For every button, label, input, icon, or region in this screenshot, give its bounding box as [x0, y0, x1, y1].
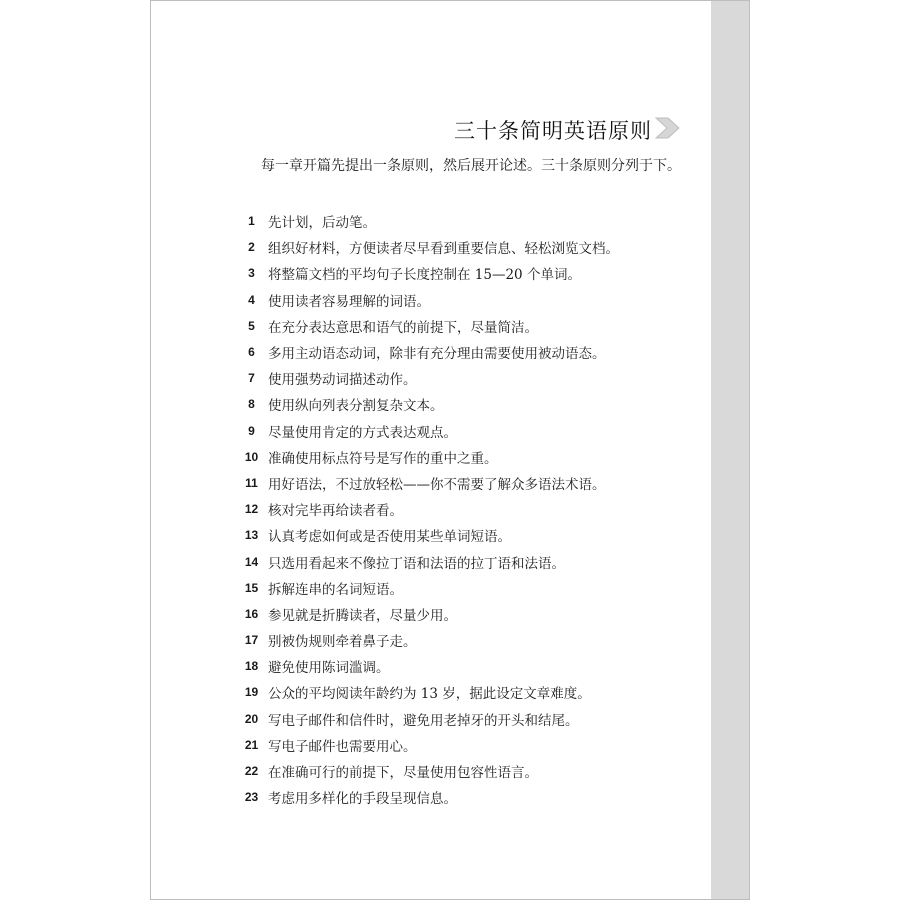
rules-list [237, 208, 697, 810]
page-edge-band [711, 1, 749, 899]
list-item [237, 575, 697, 601]
rule-text: 使用读者容易理解的词语。 [268, 293, 430, 310]
rule-text: 使用纵向列表分割复杂文本。 [268, 398, 444, 415]
rule-number: 14 [244, 554, 259, 569]
rule-number: 3 [248, 266, 255, 281]
rule-number: 20 [244, 711, 259, 726]
rule-number: 5 [248, 318, 255, 333]
rule-number: 13 [244, 528, 259, 543]
page-title: 三十条简明英语原则 [454, 119, 652, 143]
rule-text: 使用强势动词描述动作。 [268, 372, 417, 389]
rule-number: 7 [248, 371, 255, 386]
list-item [237, 601, 697, 627]
rule-number: 23 [244, 790, 259, 805]
list-item [237, 287, 697, 313]
rule-number: 19 [244, 685, 259, 700]
rule-text: 参见就是折腾读者，尽量少用。 [268, 607, 457, 624]
list-item [237, 418, 697, 444]
list-item [237, 522, 697, 548]
rule-text: 写电子邮件和信件时，避免用老掉牙的开头和结尾。 [268, 712, 579, 729]
list-item [237, 391, 697, 417]
rule-text: 别被伪规则牵着鼻子走。 [268, 634, 417, 651]
rule-text: 将整篇文档的平均句子长度控制在 15—20 个单词。 [268, 267, 581, 284]
list-item [237, 784, 697, 810]
chevron-right-icon [655, 117, 681, 144]
intro-paragraph: 每一章开篇先提出一条原则，然后展开论述。三十条原则分列于下。 [261, 158, 681, 174]
rule-text: 考虑用多样化的手段呈现信息。 [268, 791, 457, 808]
rule-text: 多用主动语态动词，除非有充分理由需要使用被动语态。 [268, 346, 606, 363]
rule-number: 4 [248, 292, 255, 307]
rule-text: 准确使用标点符号是写作的重中之重。 [268, 450, 498, 467]
rule-text: 认真考虑如何或是否使用某些单词短语。 [268, 529, 511, 546]
rule-number: 6 [248, 345, 255, 360]
list-item [237, 653, 697, 679]
list-item [237, 313, 697, 339]
rule-number: 1 [248, 214, 255, 229]
list-item [237, 470, 697, 496]
list-item [237, 365, 697, 391]
rule-number: 8 [248, 397, 255, 412]
list-item [237, 679, 697, 705]
rule-number: 2 [248, 240, 255, 255]
list-item [237, 234, 697, 260]
list-item [237, 208, 697, 234]
rule-text: 避免使用陈词滥调。 [268, 660, 390, 677]
list-item [237, 627, 697, 653]
rule-text: 用好语法，不过放轻松——你不需要了解众多语法术语。 [268, 476, 606, 493]
rule-number: 18 [244, 659, 259, 674]
list-item [237, 339, 697, 365]
rule-text: 组织好材料，方便读者尽早看到重要信息、轻松浏览文档。 [268, 241, 619, 258]
rule-text: 先计划，后动笔。 [268, 215, 376, 232]
rule-number: 16 [244, 606, 259, 621]
list-item [237, 706, 697, 732]
book-page [150, 0, 750, 900]
rule-text: 尽量使用肯定的方式表达观点。 [268, 424, 457, 441]
rule-number: 10 [244, 449, 259, 464]
list-item [237, 758, 697, 784]
rule-number: 22 [244, 764, 259, 779]
rule-number: 12 [244, 502, 259, 517]
title-row [151, 115, 681, 145]
rule-text: 只选用看起来不像拉丁语和法语的拉丁语和法语。 [268, 555, 565, 572]
rule-number: 9 [248, 423, 255, 438]
rule-text: 拆解连串的名词短语。 [268, 581, 403, 598]
rule-text: 公众的平均阅读年龄约为 13 岁，据此设定文章难度。 [268, 686, 591, 703]
rule-text: 核对完毕再给读者看。 [268, 503, 403, 520]
rule-text: 在准确可行的前提下，尽量使用包容性语言。 [268, 765, 538, 782]
list-item [237, 548, 697, 574]
list-item [237, 260, 697, 286]
rule-text: 在充分表达意思和语气的前提下，尽量简洁。 [268, 319, 538, 336]
rule-text: 写电子邮件也需要用心。 [268, 738, 417, 755]
rule-number: 17 [244, 633, 259, 648]
list-item [237, 496, 697, 522]
list-item [237, 732, 697, 758]
rule-number: 21 [244, 737, 259, 752]
list-item [237, 444, 697, 470]
rule-number: 15 [244, 580, 259, 595]
rule-number: 11 [245, 475, 258, 490]
